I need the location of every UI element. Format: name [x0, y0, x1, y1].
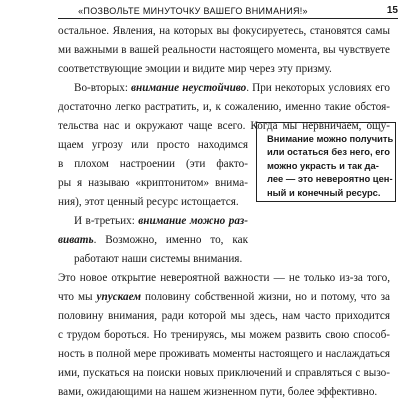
text-line: в плохом настроении (эти факто- — [58, 158, 248, 170]
pull-quote-line: Внимание можно получить — [267, 133, 394, 144]
page-number: 15 — [386, 5, 398, 16]
text-line: остальное. Явления, на которых вы фокусируетесь, становятся самы — [58, 25, 390, 37]
text-line: ния), этот ценный ресурс истощается. — [58, 196, 239, 208]
pull-quote-line: или остаться без него, его — [267, 146, 390, 158]
text-line: половину внимания, ради которой мы здесь, нам часто приходится — [58, 310, 390, 322]
pull-quote-line: можно украсть и так да- — [267, 159, 379, 171]
text-line: ими, пускаться на поиски новых приключений и справляться с вызо- — [58, 367, 390, 379]
text-line: ры я называю «криптонитом» внима- — [58, 177, 248, 189]
pull-quote-line: лее — это невероятно цен- — [267, 173, 393, 185]
text-line: достаточно легко растратить, и, к сожалению, именно такие обстоя- — [58, 101, 390, 113]
text-line: что мы упускаем половину собственной жизни, но и потому, что за — [58, 291, 390, 303]
text-line: соответствующие эмоции и видите мир через эту призму. — [58, 63, 332, 75]
emphasis: вивать — [58, 234, 94, 246]
text-line: щаем угрозу или просто находимся — [58, 139, 248, 151]
emphasis: упускаем — [96, 291, 142, 303]
text-line: Это новое открытие невероятной важности — не только из-за того, — [58, 272, 390, 284]
running-title: «ПОЗВОЛЬТЕ МИНУТОЧКУ ВАШЕГО ВНИМАНИЯ!» — [78, 6, 308, 16]
text-line: вами, ожидающими на нашем жизненном пути, более эффективно. — [58, 386, 378, 398]
text-line: с трудом бороться. Но тренируясь, мы можем развить свою способ- — [58, 329, 390, 341]
pull-quote-line: ный и конечный ресурс. — [267, 186, 381, 198]
text-line: ми важными в вашей реальности настоящего момента, вы чувствуете — [58, 44, 390, 56]
text-line: И в-третьих: внимание можно раз- — [74, 215, 248, 227]
text-line: работают наши системы внимания. — [74, 253, 243, 265]
emphasis: внимание неустойчиво — [131, 82, 247, 94]
text-line: вивать. Возможно, именно то, как — [58, 234, 248, 246]
text-line: Во-вторых: внимание неустойчиво. При некоторых условиях его — [74, 82, 390, 94]
emphasis: внимание можно раз- — [138, 215, 248, 227]
text-line: тельства нас и окружают чаще всего. Когда мы нервничаем, ощу- — [58, 120, 390, 132]
text-line: ность в полной мере проживать моменты настоящего и наслаждаться — [58, 348, 390, 360]
